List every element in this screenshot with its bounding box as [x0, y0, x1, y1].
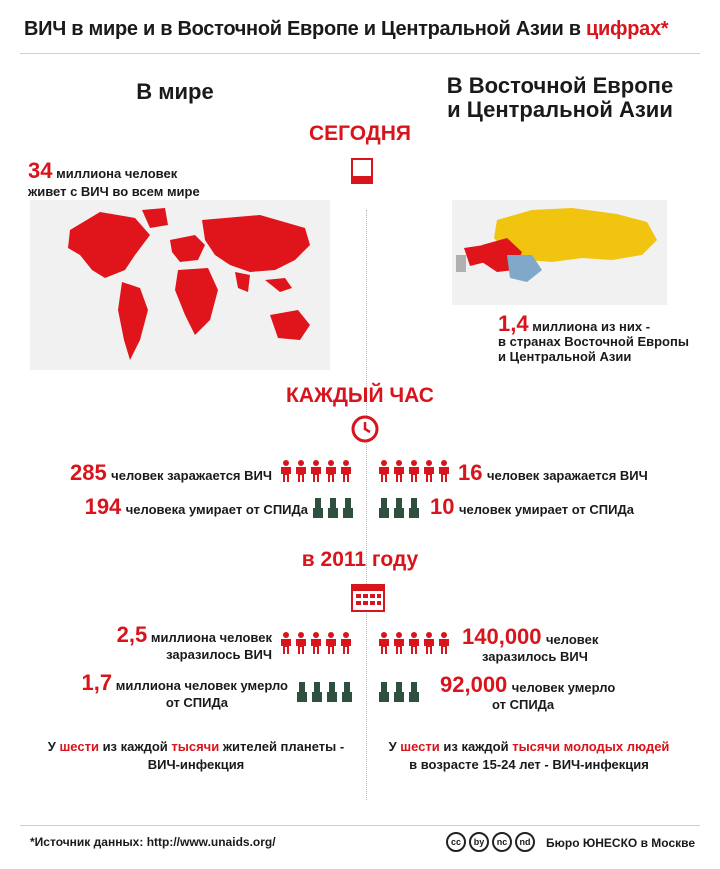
region-year-died-icons	[378, 680, 420, 702]
person-icon	[393, 460, 405, 482]
world-year-died-icons	[296, 680, 353, 702]
person-icon	[280, 460, 292, 482]
person-icon	[393, 632, 405, 654]
person-icon	[408, 460, 420, 482]
person-icon	[325, 632, 337, 654]
world-hourly-died: 194 человека умирает от СПИДа	[84, 494, 308, 519]
calendar-icon	[351, 582, 385, 617]
nd-icon: nd	[515, 832, 535, 852]
region-ratio-text: У шести из каждой тысячи молодых людей в возрасте 15-24 лет - ВИЧ-инфекция	[388, 739, 670, 772]
grave-figure-icon	[311, 680, 323, 702]
footer-rule	[20, 825, 700, 826]
grave-figure-icon	[312, 496, 324, 518]
region-map	[452, 200, 667, 305]
person-icon	[310, 460, 322, 482]
person-icon	[325, 460, 337, 482]
by-icon: by	[469, 832, 489, 852]
calendar-page-icon	[351, 158, 373, 189]
title-accent: цифрах*	[586, 18, 669, 40]
grave-figure-icon	[408, 496, 420, 518]
section-hourly: КАЖДЫЙ ЧАС	[286, 384, 434, 407]
center-divider	[366, 210, 367, 800]
grave-figure-icon	[393, 680, 405, 702]
section-year: в 2011 году	[301, 548, 419, 571]
region-hourly-died-icons	[378, 496, 420, 518]
person-icon	[378, 460, 390, 482]
region-hourly-infected: 16 человек заражается ВИЧ	[458, 460, 648, 485]
world-hourly-infected-people-icons	[280, 460, 352, 482]
grave-figure-icon	[341, 680, 353, 702]
source-note: *Источник данных: http://www.unaids.org/	[30, 835, 276, 849]
world-year-infected-people-icons	[280, 632, 352, 654]
world-year-died: 1,7 миллиона человек умерло от СПИДа	[81, 670, 288, 710]
person-icon	[408, 632, 420, 654]
person-icon	[423, 632, 435, 654]
region-year-infected-people-icons	[378, 632, 450, 654]
credit: Бюро ЮНЕСКО в Москве	[546, 836, 696, 850]
grave-figure-icon	[326, 680, 338, 702]
grave-figure-icon	[408, 680, 420, 702]
title-rule	[20, 53, 700, 54]
person-icon	[423, 460, 435, 482]
person-icon	[310, 632, 322, 654]
person-icon	[378, 632, 390, 654]
cc-license-icons	[446, 832, 535, 852]
region-hourly-infected-people-icons	[378, 460, 450, 482]
world-hourly-died-icons	[312, 496, 354, 518]
grave-figure-icon	[327, 496, 339, 518]
nc-icon: nc	[492, 832, 512, 852]
world-ratio-text: У шести из каждой тысячи жителей планеты - ВИЧ-инфекция	[47, 739, 345, 772]
world-hourly-infected: 285 человек заражается ВИЧ	[70, 460, 272, 485]
region-year-died: 92,000 человек умерло от СПИДа	[440, 672, 616, 712]
person-icon	[280, 632, 292, 654]
column-header-region: В Восточной Европе и Центральной Азии	[446, 73, 674, 122]
column-header-world: В мире	[136, 79, 214, 104]
cc-icon: cc	[446, 832, 466, 852]
region-today-stat: 1,4 миллиона из них - в странах Восточной Европы и Центральной Азии	[498, 311, 689, 364]
clock-icon	[350, 414, 380, 449]
region-year-infected: 140,000 человек заразилось ВИЧ	[462, 624, 599, 664]
world-map	[30, 200, 330, 370]
world-year-infected: 2,5 миллиона человек заразилось ВИЧ	[116, 622, 272, 662]
page-title: ВИЧ в мире и в Восточной Европе и Центральной Азии в цифрах*	[24, 18, 669, 40]
grave-figure-icon	[378, 680, 390, 702]
world-today-stat: 34 миллиона человек живет с ВИЧ во всем мире	[28, 158, 200, 199]
person-icon	[340, 460, 352, 482]
person-icon	[438, 632, 450, 654]
grave-figure-icon	[296, 680, 308, 702]
person-icon	[340, 632, 352, 654]
person-icon	[438, 460, 450, 482]
region-hourly-died: 10 человек умирает от СПИДа	[430, 494, 634, 519]
grave-figure-icon	[378, 496, 390, 518]
grave-figure-icon	[393, 496, 405, 518]
section-today: СЕГОДНЯ	[308, 122, 412, 145]
grave-figure-icon	[342, 496, 354, 518]
person-icon	[295, 632, 307, 654]
person-icon	[295, 460, 307, 482]
